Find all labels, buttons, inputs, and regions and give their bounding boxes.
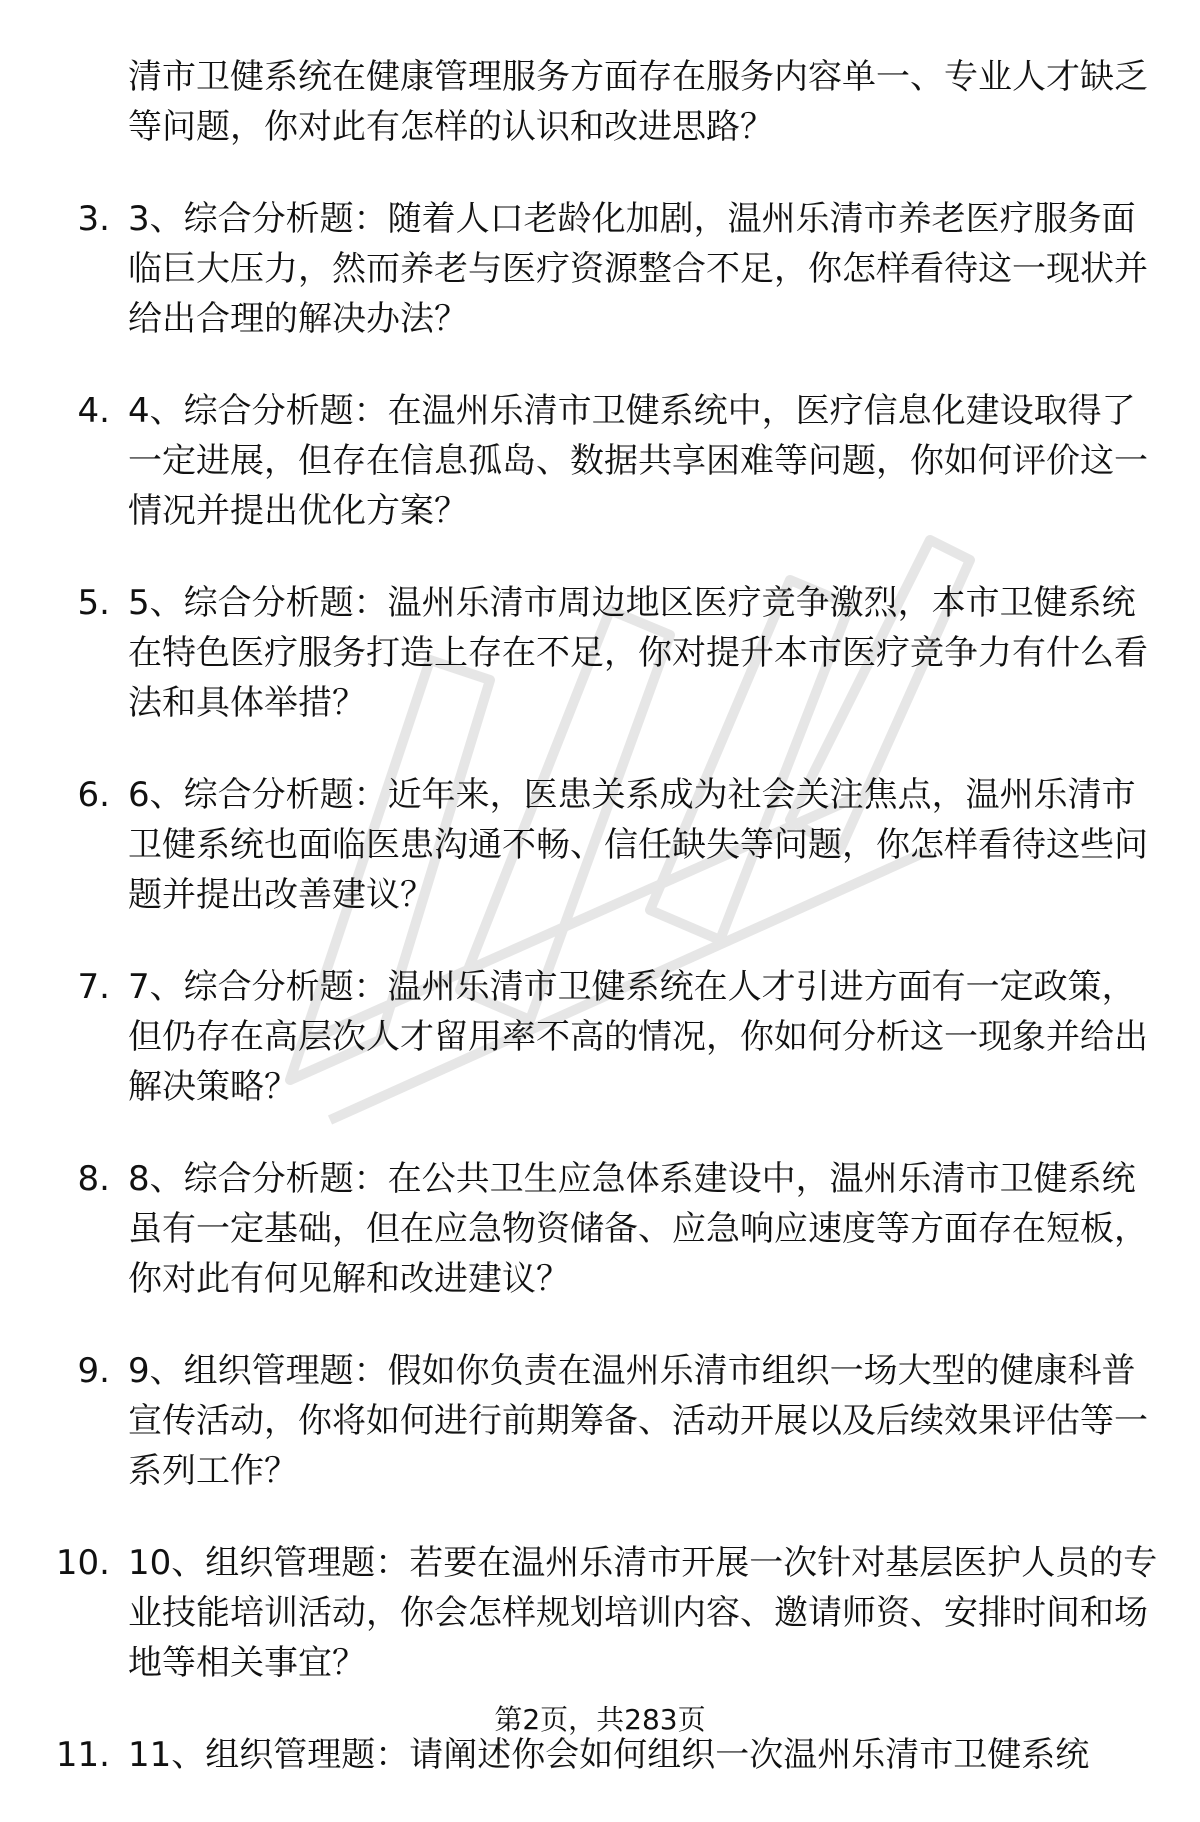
list-item — [0, 1538, 1200, 1688]
item-text: 8、综合分析题：在公共卫生应急体系建设中，温州乐清市卫健系统虽有一定基础，但在应急物资储备、应急响应速度等方面存在短板，你对此有何见解和改进建议？ — [128, 1159, 1148, 1299]
item-number: 6. — [77, 775, 110, 815]
item-text: 10、组织管理题：若要在温州乐清市开展一次针对基层医护人员的专业技能培训活动，你会怎样规划培训内容、邀请师资、安排时间和场地等相关事宜？ — [128, 1543, 1158, 1683]
item-text: 3、综合分析题：随着人口老龄化加剧，温州乐清市养老医疗服务面临巨大压力，然而养老与医疗资源整合不足，你怎样看待这一现状并给出合理的解决办法？ — [128, 199, 1148, 339]
item-number: 11. — [55, 1735, 110, 1775]
item-number: 4. — [77, 391, 110, 431]
list-item — [0, 1154, 1200, 1304]
item-text: 7、综合分析题：温州乐清市卫健系统在人才引进方面有一定政策，但仍存在高层次人才留用率不高的情况，你如何分析这一现象并给出解决策略？ — [128, 967, 1148, 1107]
item-number: 8. — [77, 1159, 110, 1199]
list-item — [0, 194, 1200, 344]
list-item — [0, 1346, 1200, 1496]
item-text: 5、综合分析题：温州乐清市周边地区医疗竞争激烈，本市卫健系统在特色医疗服务打造上存在不足，你对提升本市医疗竞争力有什么看法和具体举措？ — [128, 583, 1148, 723]
item-text: 清市卫健系统在健康管理服务方面存在服务内容单一、专业人才缺乏等问题，你对此有怎样的认识和改进思路？ — [128, 57, 1148, 147]
list-item — [0, 962, 1200, 1112]
item-number: 5. — [77, 583, 110, 623]
item-text: 4、综合分析题：在温州乐清市卫健系统中，医疗信息化建设取得了一定进展，但存在信息孤岛、数据共享困难等问题，你如何评价这一情况并提出优化方案？ — [128, 391, 1148, 531]
list-item — [0, 386, 1200, 536]
question-list — [0, 52, 1200, 1822]
item-text: 11、组织管理题：请阐述你会如何组织一次温州乐清市卫健系统 — [128, 1735, 1090, 1775]
list-item — [0, 770, 1200, 920]
item-text: 6、综合分析题：近年来，医患关系成为社会关注焦点，温州乐清市卫健系统也面临医患沟通不畅、信任缺失等问题，你怎样看待这些问题并提出改善建议？ — [128, 775, 1148, 915]
list-item-continuation — [0, 52, 1200, 152]
page-footer: 第2页，共283页 — [494, 1703, 706, 1736]
item-number: 3. — [77, 199, 110, 239]
item-text: 9、组织管理题：假如你负责在温州乐清市组织一场大型的健康科普宣传活动，你将如何进行前期筹备、活动开展以及后续效果评估等一系列工作？ — [128, 1351, 1148, 1491]
item-number: 10. — [55, 1543, 110, 1583]
item-number: 7. — [77, 967, 110, 1007]
item-number: 9. — [77, 1351, 110, 1391]
list-item — [0, 578, 1200, 728]
